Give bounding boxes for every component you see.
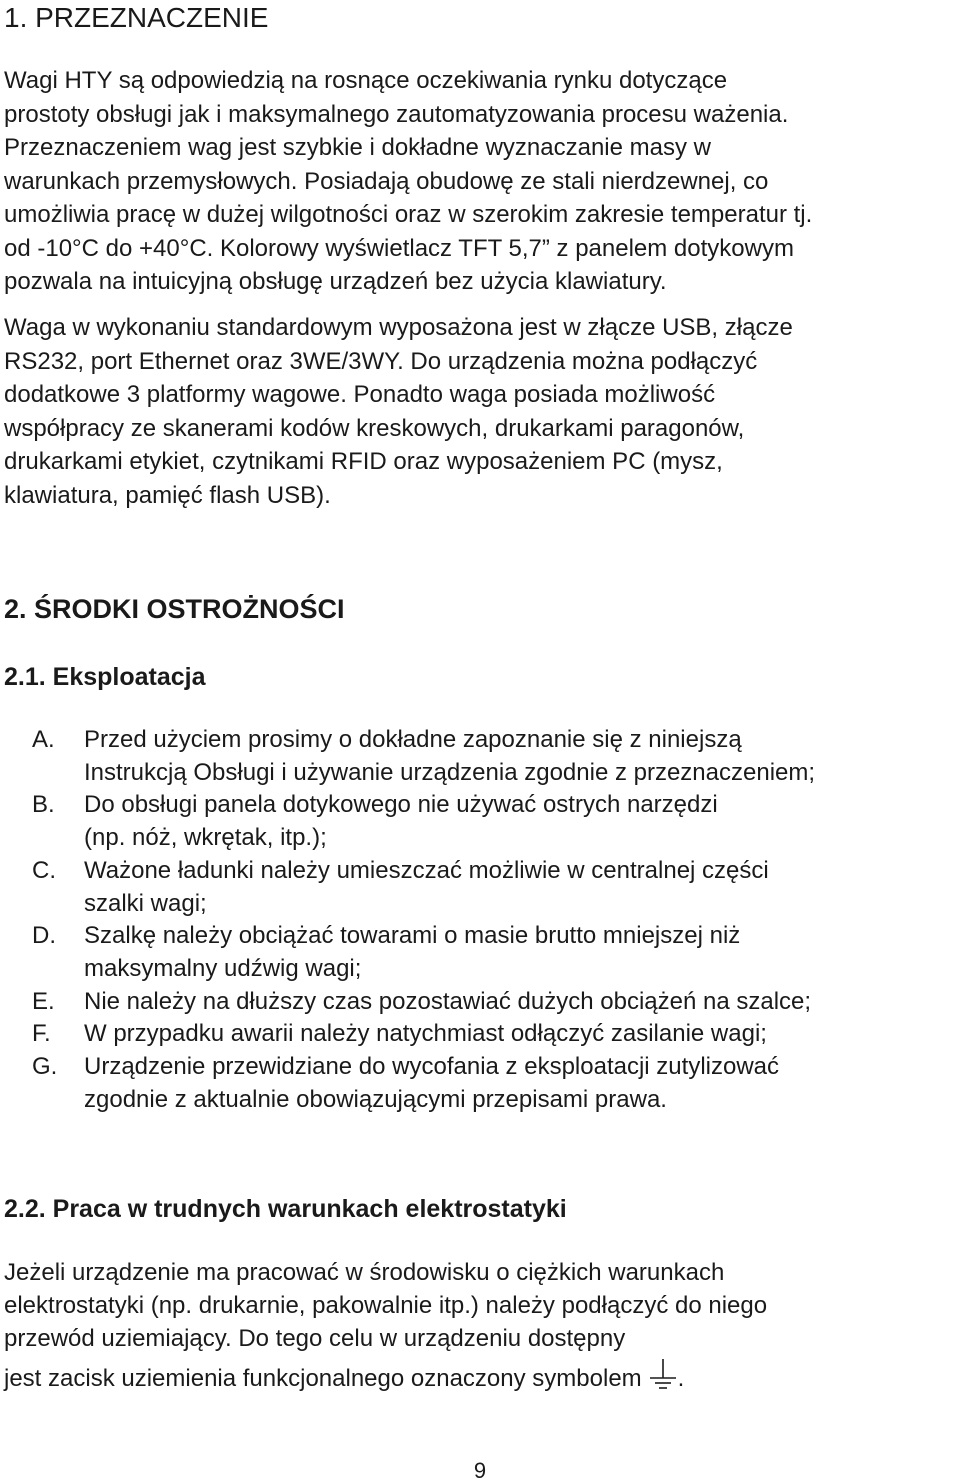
sentence-end: . bbox=[677, 1365, 685, 1392]
text-line: Urządzenie przewidziane do wycofania z eksploatacji zutylizować bbox=[84, 1053, 780, 1081]
text-line-with-symbol bbox=[4, 1358, 954, 1395]
text-line: warunkach przemysłowych. Posiadają obudowę ze stali nierdzewnej, co bbox=[4, 167, 769, 195]
text-line: (np. nóż, wkrętak, itp.); bbox=[84, 824, 327, 852]
text-line: Szalkę należy obciążać towarami o masie brutto mniejszej niż bbox=[84, 922, 741, 950]
text-line: Ważone ładunki należy umieszczać możliwie w centralnej części bbox=[84, 856, 769, 884]
text-line: prostoty obsługi jak i maksymalnego zautomatyzowania procesu ważenia. bbox=[4, 100, 789, 128]
text-line: Przed użyciem prosimy o dokładne zapoznanie się z niniejszą bbox=[84, 726, 742, 753]
list-marker: D. bbox=[32, 922, 56, 950]
section-1-heading: 1. PRZEZNACZENIE bbox=[4, 2, 269, 33]
list-item bbox=[32, 920, 952, 985]
section-2-heading: 2. ŚRODKI OSTROŻNOŚCI bbox=[4, 594, 345, 624]
text-line: jest zacisk uziemienia funkcjonalnego oznaczony symbolem bbox=[4, 1365, 642, 1392]
list-marker: B. bbox=[32, 791, 55, 819]
text-line: umożliwia pracę w dużej wilgotności oraz w szerokim zakresie temperatur tj. bbox=[4, 201, 813, 228]
subsection-2-2-heading: 2.2. Praca w trudnych warunkach elektrostatyki bbox=[4, 1195, 567, 1223]
list-marker: G. bbox=[32, 1053, 58, 1081]
list-item bbox=[32, 789, 952, 854]
text-line: Nie należy na dłuższy czas pozostawiać dużych obciążeń na szalce; bbox=[84, 987, 812, 1015]
text-line: dodatkowe 3 platformy wagowe. Ponadto waga posiada możliwość bbox=[4, 381, 716, 408]
text-line: szalki wagi; bbox=[84, 889, 207, 917]
list-marker: C. bbox=[32, 856, 56, 884]
subsection-2-2-paragraph bbox=[4, 1256, 954, 1395]
text-line: pozwala na intuicyjną obsługę urządzeń bez użycia klawiatury. bbox=[4, 268, 667, 295]
text-line: Wagi HTY są odpowiedzią na rosnące oczekiwania rynku dotyczące bbox=[4, 67, 728, 94]
text-line: RS232, port Ethernet oraz 3WE/3WY. Do urządzenia można podłączyć bbox=[4, 347, 758, 375]
text-line: W przypadku awarii należy natychmiast odłączyć zasilanie wagi; bbox=[84, 1020, 767, 1048]
text-line: Przeznaczeniem wag jest szybkie i dokładne wyznaczanie masy w bbox=[4, 134, 711, 161]
text-line: klawiatura, pamięć flash USB). bbox=[4, 481, 331, 509]
list-marker: A. bbox=[32, 726, 55, 753]
precautions-list bbox=[32, 724, 952, 1116]
ground-symbol-icon bbox=[648, 1358, 678, 1392]
list-item bbox=[32, 1018, 952, 1051]
section-1-paragraph-1 bbox=[4, 64, 954, 299]
list-marker: E. bbox=[32, 987, 55, 1015]
text-line: od -10°C do +40°C. Kolorowy wyświetlacz TFT 5,7” z panelem dotykowym bbox=[4, 234, 794, 262]
subsection-2-1-heading: 2.1. Eksploatacja bbox=[4, 663, 206, 691]
page-number: 9 bbox=[473, 1458, 487, 1483]
text-line: Jeżeli urządzenie ma pracować w środowisku o ciężkich warunkach bbox=[4, 1259, 725, 1286]
text-line: elektrostatyki (np. drukarnie, pakowalnie itp.) należy podłączyć do niego bbox=[4, 1292, 768, 1319]
list-item bbox=[32, 986, 952, 1019]
list-item bbox=[32, 1051, 952, 1116]
text-line: Do obsługi panela dotykowego nie używać ostrych narzędzi bbox=[84, 791, 718, 819]
section-1-paragraph-2 bbox=[4, 311, 954, 512]
text-line: przewód uziemiający. Do tego celu w urządzeniu dostępny bbox=[4, 1325, 626, 1352]
text-line: zgodnie z aktualnie obowiązującymi przepisami prawa. bbox=[84, 1085, 667, 1113]
list-marker: F. bbox=[32, 1020, 51, 1048]
text-line: Waga w wykonaniu standardowym wyposażona jest w złącze USB, złącze bbox=[4, 314, 793, 341]
text-line: maksymalny udźwig wagi; bbox=[84, 954, 362, 982]
text-line: drukarkami etykiet, czytnikami RFID oraz wyposażeniem PC (mysz, bbox=[4, 448, 723, 475]
list-item bbox=[32, 855, 952, 920]
list-item bbox=[32, 724, 952, 789]
text-line: współpracy ze skanerami kodów kreskowych, drukarkami paragonów, bbox=[4, 414, 745, 442]
text-line: Instrukcją Obsługi i używanie urządzenia zgodnie z przeznaczeniem; bbox=[84, 758, 816, 786]
